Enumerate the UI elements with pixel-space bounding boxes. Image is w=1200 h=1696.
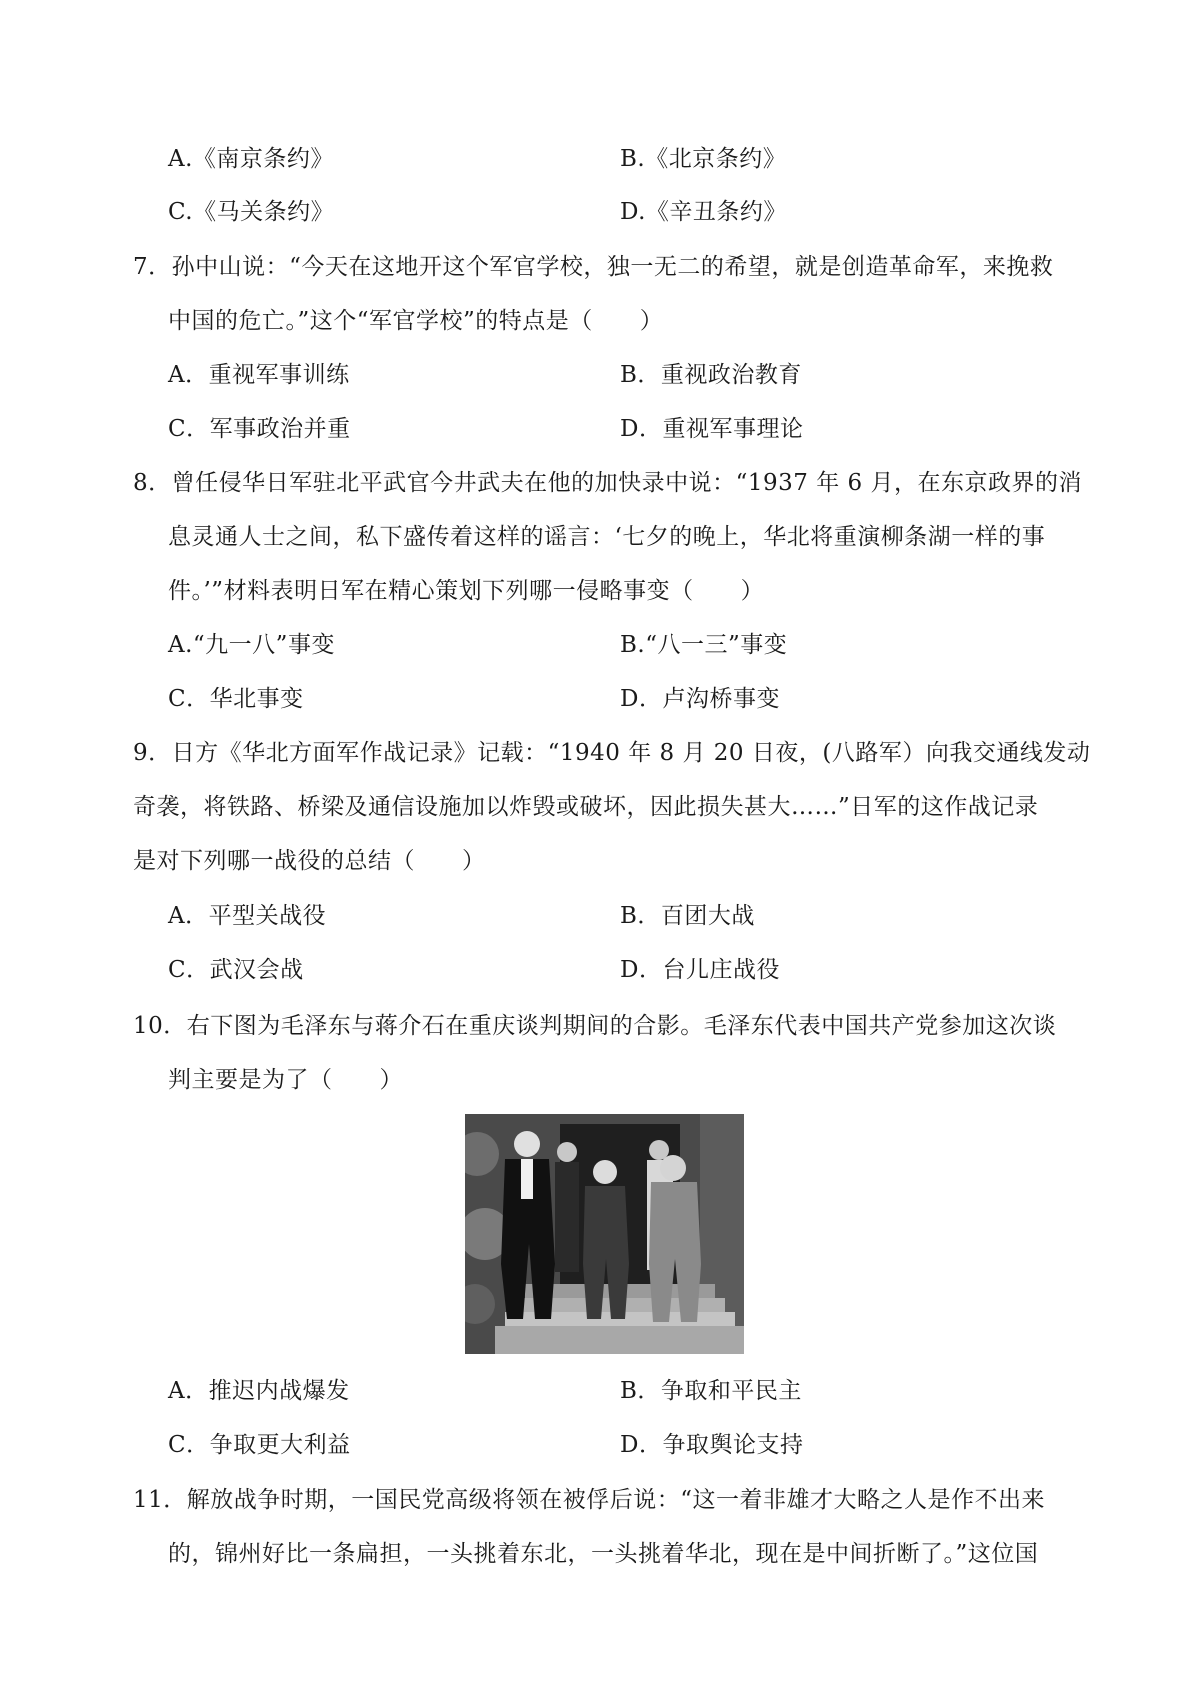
q6-option-b: B.《北京条约》 <box>620 146 787 172</box>
q10-stem-line2: 判主要是为了（ ） <box>168 1067 403 1093</box>
q6-option-d: D.《辛丑条约》 <box>620 199 787 225</box>
q8-option-d: D．卢沟桥事变 <box>620 686 780 712</box>
q7-option-b: B．重视政治教育 <box>620 362 802 388</box>
q9-stem-line2: 奇袭，将铁路、桥梁及通信设施加以炸毁或破坏，因此损失甚大……”日军的这作战记录 <box>133 794 1039 820</box>
q8-option-a: A.“九一八”事变 <box>168 632 335 658</box>
q8-option-b: B.“八一三”事变 <box>620 632 788 658</box>
q9-option-a: A．平型关战役 <box>168 903 327 929</box>
q9-option-c: C．武汉会战 <box>168 957 304 983</box>
q11-stem-line2: 的，锦州好比一条扁担，一头挑着东北，一头挑着华北，现在是中间折断了。”这位国 <box>168 1541 1039 1567</box>
q7-option-c: C．军事政治并重 <box>168 416 351 442</box>
q7-option-a: A．重视军事训练 <box>168 362 350 388</box>
q7-option-d: D．重视军事理论 <box>620 416 804 442</box>
q8-stem-line2: 息灵通人士之间，私下盛传着这样的谣言：‘七夕的晚上，华北将重演柳条湖一样的事 <box>168 524 1046 550</box>
q9-option-b: B．百团大战 <box>620 903 755 929</box>
q10-option-a: A．推迟内战爆发 <box>168 1378 350 1404</box>
q9-stem-line3: 是对下列哪一战役的总结（ ） <box>133 848 486 874</box>
q7-stem-line1: 7．孙中山说：“今天在这地开这个军官学校，独一无二的希望，就是创造革命军，来挽救 <box>133 254 1054 280</box>
q8-stem-line3: 件。’”材料表明日军在精心策划下列哪一侵略事变（ ） <box>168 578 765 604</box>
q7-stem-line2: 中国的危亡。”这个“军官学校”的特点是（ ） <box>168 308 664 334</box>
historical-photo <box>465 1114 744 1354</box>
q10-option-d: D．争取舆论支持 <box>620 1432 804 1458</box>
q11-stem-line1: 11．解放战争时期，一国民党高级将领在被俘后说：“这一着非雄才大略之人是作不出来 <box>133 1487 1046 1513</box>
q10-stem-line1: 10．右下图为毛泽东与蒋介石在重庆谈判期间的合影。毛泽东代表中国共产党参加这次谈 <box>133 1013 1057 1039</box>
q9-stem-line1: 9．日方《华北方面军作战记录》记载：“1940 年 8 月 20 日夜，(八路军）向我交通线发动 <box>133 740 1091 766</box>
q9-option-d: D．台儿庄战役 <box>620 957 780 983</box>
q8-stem-line1: 8．曾任侵华日军驻北平武官今井武夫在他的加快录中说：“1937 年 6 月，在东京政界的消 <box>133 470 1082 496</box>
photo-illustration <box>465 1114 744 1354</box>
q6-option-c: C.《马关条约》 <box>168 199 335 225</box>
q10-option-b: B．争取和平民主 <box>620 1378 802 1404</box>
q8-option-c: C．华北事变 <box>168 686 304 712</box>
q6-option-a: A.《南京条约》 <box>168 146 334 172</box>
q10-option-c: C．争取更大利益 <box>168 1432 351 1458</box>
